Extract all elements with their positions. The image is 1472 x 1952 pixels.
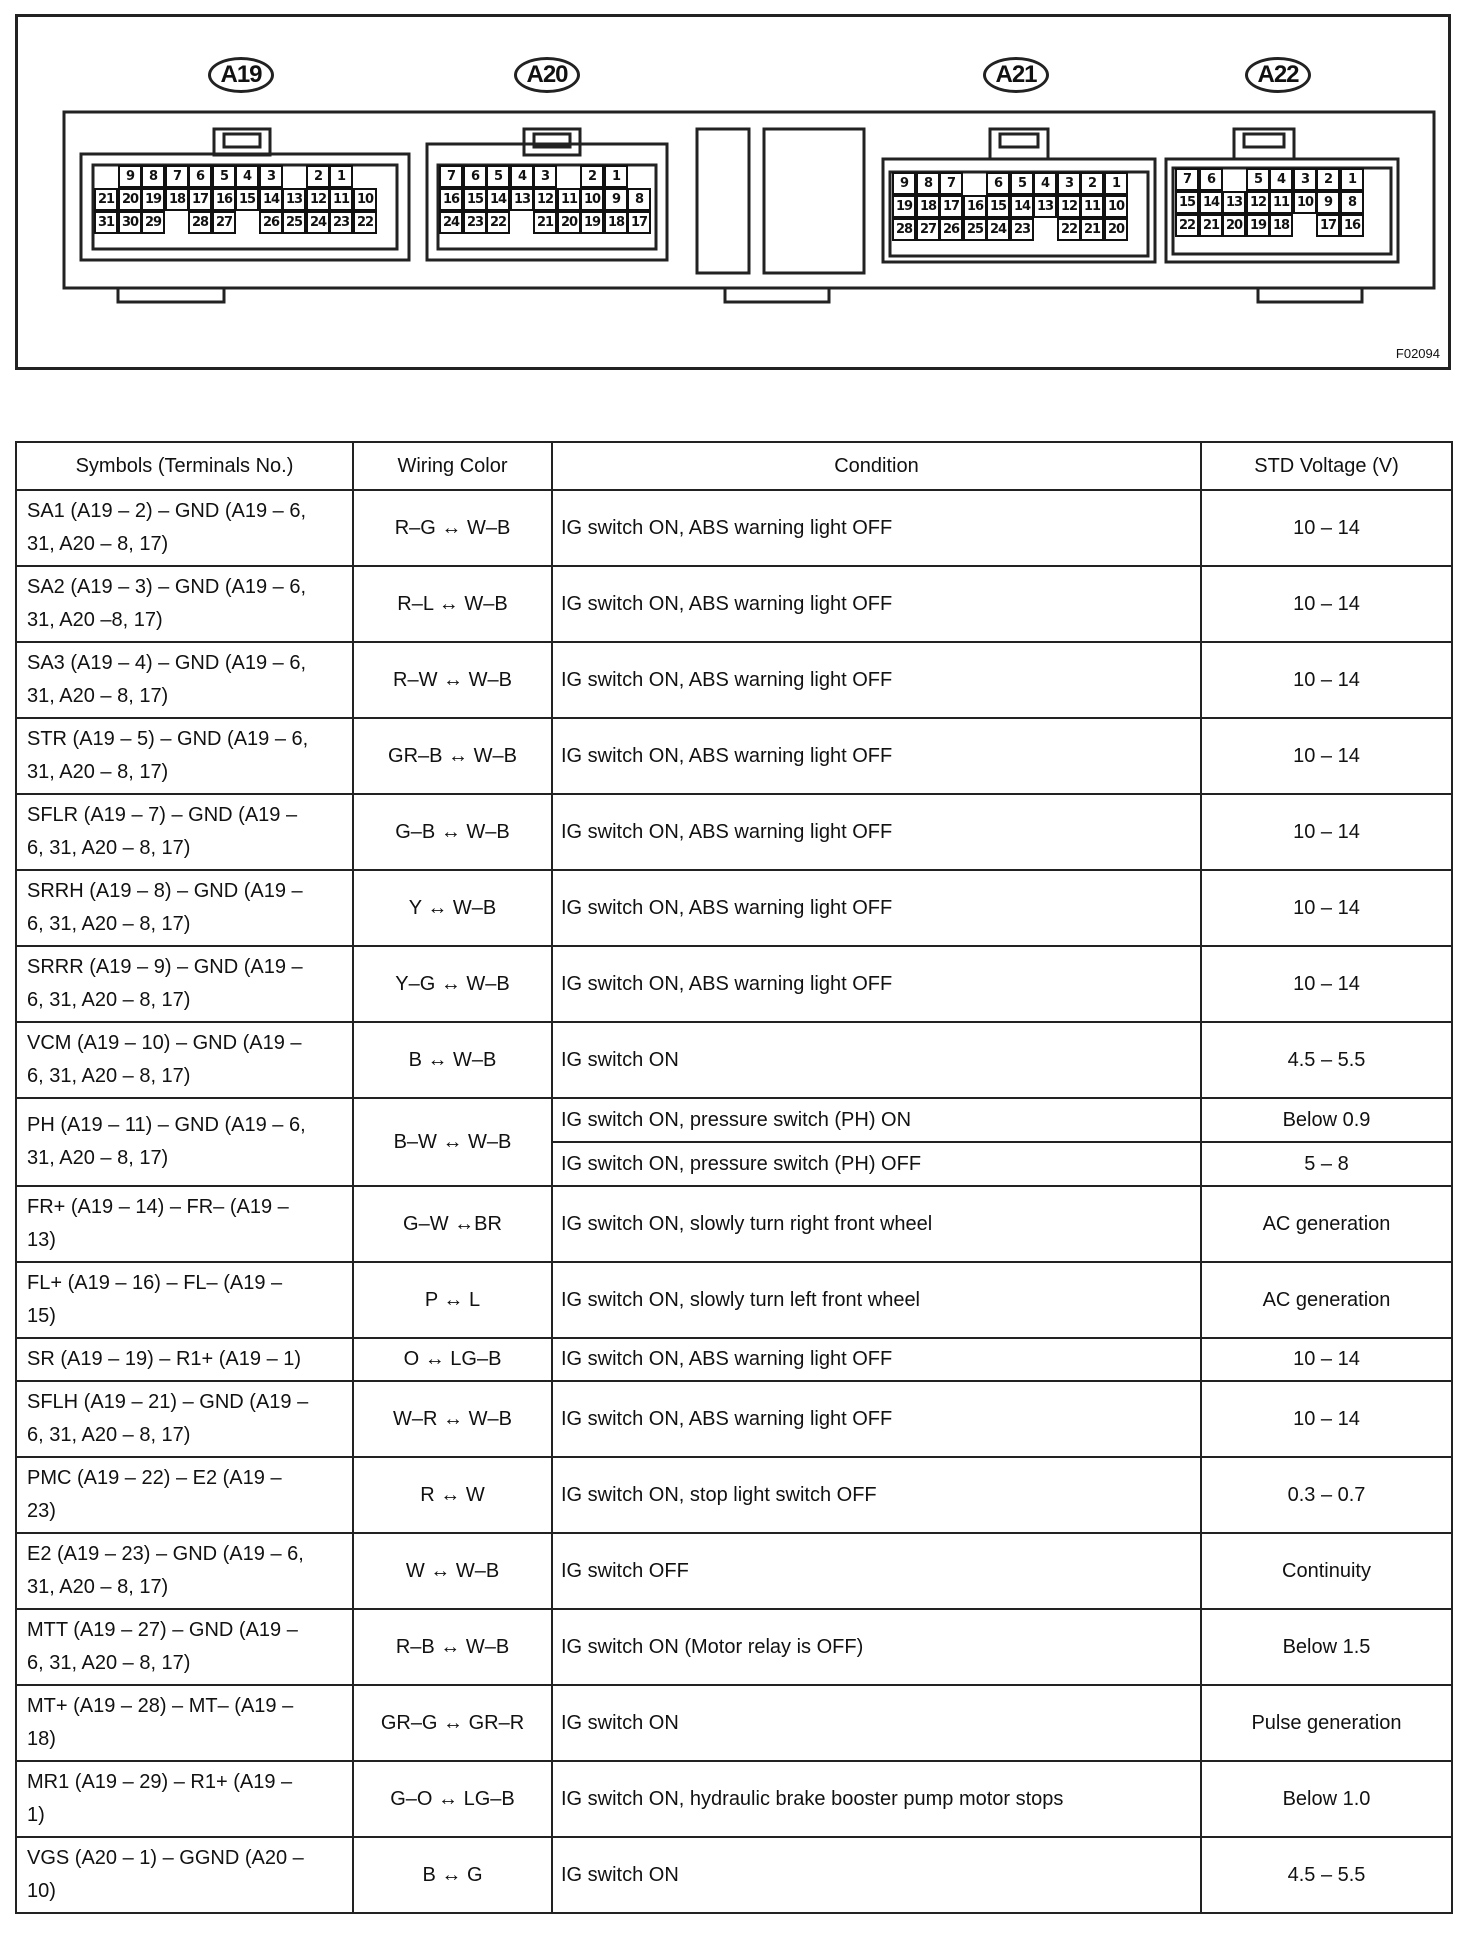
pin-a19-31: 31 — [94, 211, 118, 234]
table-body — [16, 490, 1452, 1913]
pin-a19-11: 11 — [329, 188, 353, 211]
pin-a19-1: 1 — [329, 165, 353, 188]
pin-a21-22: 22 — [1057, 218, 1081, 241]
symbol-line: 1) — [27, 1804, 45, 1826]
cell-condition: IG switch ON — [552, 1022, 1201, 1098]
cell-std-voltage: 10 – 14 — [1201, 794, 1452, 870]
cell-symbol — [16, 1098, 353, 1186]
pin-a21-14: 14 — [1010, 195, 1034, 218]
pin-a20-21: 21 — [533, 211, 557, 234]
pin-a19-23: 23 — [329, 211, 353, 234]
cell-wiring-color: Y–G ↔ W–B — [353, 946, 552, 1022]
connector-label-a20: A20 — [514, 57, 580, 93]
cell-wiring-color: B–W ↔ W–B — [353, 1098, 552, 1186]
pin-a22-11: 11 — [1269, 191, 1293, 214]
cell-wiring-color: W ↔ W–B — [353, 1533, 552, 1609]
pin-a20-20: 20 — [557, 211, 581, 234]
pin-a22-6: 6 — [1199, 168, 1223, 191]
symbol-line: SRRH (A19 – 8) – GND (A19 – — [27, 880, 303, 902]
cell-wiring-color: B ↔ W–B — [353, 1022, 552, 1098]
cell-std-voltage: 4.5 – 5.5 — [1201, 1837, 1452, 1913]
pin-a22-15: 15 — [1175, 191, 1199, 214]
pin-a19-28: 28 — [188, 211, 212, 234]
table-row — [16, 946, 1452, 1022]
pin-a20-23: 23 — [463, 211, 487, 234]
cell-symbol — [16, 1761, 353, 1837]
table-row — [16, 1262, 1452, 1338]
pin-a22-9: 9 — [1316, 191, 1340, 214]
pin-a21-23: 23 — [1010, 218, 1034, 241]
pin-a22-1: 1 — [1340, 168, 1364, 191]
pin-a19-4: 4 — [235, 165, 259, 188]
pin-a19-17: 17 — [188, 188, 212, 211]
pin-a19-3: 3 — [259, 165, 283, 188]
symbol-line: 10) — [27, 1880, 56, 1902]
pin-a21-18: 18 — [916, 195, 940, 218]
pin-a21-2: 2 — [1080, 172, 1104, 195]
cell-condition: IG switch ON, ABS warning light OFF — [552, 870, 1201, 946]
table-row — [16, 870, 1452, 946]
connector-label-a22: A22 — [1245, 57, 1311, 93]
pin-a20-11: 11 — [557, 188, 581, 211]
pin-a20-7: 7 — [439, 165, 463, 188]
pin-a20-10: 10 — [580, 188, 604, 211]
cell-condition: IG switch ON, slowly turn left front wheel — [552, 1262, 1201, 1338]
symbol-line: 31, A20 –8, 17) — [27, 609, 163, 631]
cell-condition: IG switch ON, ABS warning light OFF — [552, 566, 1201, 642]
cell-condition: IG switch ON, ABS warning light OFF — [552, 946, 1201, 1022]
pin-a22-21: 21 — [1199, 214, 1223, 237]
pin-a20-2: 2 — [580, 165, 604, 188]
cell-wiring-color: G–W ↔BR — [353, 1186, 552, 1262]
pin-a20-12: 12 — [533, 188, 557, 211]
symbol-line: 18) — [27, 1728, 56, 1750]
cell-std-voltage: Pulse generation — [1201, 1685, 1452, 1761]
pin-a21-16: 16 — [963, 195, 987, 218]
symbol-line: 23) — [27, 1500, 56, 1522]
table-row — [16, 794, 1452, 870]
pin-a19-18: 18 — [165, 188, 189, 211]
cell-std-voltage: 10 – 14 — [1201, 566, 1452, 642]
symbol-line: 6, 31, A20 – 8, 17) — [27, 837, 191, 859]
symbol-line: SA2 (A19 – 3) – GND (A19 – 6, — [27, 576, 307, 598]
pin-a20-1: 1 — [604, 165, 628, 188]
symbol-line: 6, 31, A20 – 8, 17) — [27, 989, 191, 1011]
header-std-voltage: STD Voltage (V) — [1201, 442, 1452, 490]
pin-a19-20: 20 — [118, 188, 142, 211]
pin-a21-25: 25 — [963, 218, 987, 241]
pin-a22-5: 5 — [1246, 168, 1270, 191]
table-row — [16, 1381, 1452, 1457]
cell-wiring-color: O ↔ LG–B — [353, 1338, 552, 1381]
cell-condition: IG switch ON, hydraulic brake booster pump motor stops — [552, 1761, 1201, 1837]
symbol-line: 15) — [27, 1305, 56, 1327]
cell-wiring-color: R–L ↔ W–B — [353, 566, 552, 642]
table-row — [16, 1338, 1452, 1381]
pin-a22-13: 13 — [1222, 191, 1246, 214]
pin-a19-26: 26 — [259, 211, 283, 234]
pin-a19-22: 22 — [353, 211, 377, 234]
pin-a22-7: 7 — [1175, 168, 1199, 191]
pin-a21-13: 13 — [1033, 195, 1057, 218]
table-row — [16, 1186, 1452, 1262]
symbol-line: 6, 31, A20 – 8, 17) — [27, 1424, 191, 1446]
symbol-line: SR (A19 – 19) – R1+ (A19 – 1) — [27, 1348, 302, 1370]
cell-symbol — [16, 794, 353, 870]
cell-symbol — [16, 1262, 353, 1338]
pin-a21-3: 3 — [1057, 172, 1081, 195]
cell-std-voltage: Continuity — [1201, 1533, 1452, 1609]
pin-a20-24: 24 — [439, 211, 463, 234]
pin-a19-25: 25 — [282, 211, 306, 234]
cell-std-voltage: 10 – 14 — [1201, 490, 1452, 566]
symbol-line: 31, A20 – 8, 17) — [27, 761, 169, 783]
cell-condition: IG switch ON — [552, 1685, 1201, 1761]
cell-condition: IG switch ON, ABS warning light OFF — [552, 1381, 1201, 1457]
cell-std-voltage: AC generation — [1201, 1262, 1452, 1338]
pin-a19-19: 19 — [141, 188, 165, 211]
pin-a22-3: 3 — [1293, 168, 1317, 191]
symbol-line: FR+ (A19 – 14) – FR– (A19 – — [27, 1196, 289, 1218]
cell-std-voltage: 10 – 14 — [1201, 642, 1452, 718]
pin-a21-15: 15 — [986, 195, 1010, 218]
figure-id: F02094 — [1395, 346, 1440, 361]
cell-condition: IG switch ON, ABS warning light OFF — [552, 1338, 1201, 1381]
table-row — [16, 1761, 1452, 1837]
cell-std-voltage: 4.5 – 5.5 — [1201, 1022, 1452, 1098]
symbol-line: 31, A20 – 8, 17) — [27, 1147, 169, 1169]
table-header-row — [16, 442, 1452, 490]
pin-a20-3: 3 — [533, 165, 557, 188]
pin-a19-6: 6 — [188, 165, 212, 188]
pin-a20-22: 22 — [486, 211, 510, 234]
cell-wiring-color: G–O ↔ LG–B — [353, 1761, 552, 1837]
cell-wiring-color: Y ↔ W–B — [353, 870, 552, 946]
cell-condition: IG switch ON, stop light switch OFF — [552, 1457, 1201, 1533]
cell-condition: IG switch ON — [552, 1837, 1201, 1913]
pin-a21-1: 1 — [1104, 172, 1128, 195]
pin-a19-30: 30 — [118, 211, 142, 234]
cell-std-voltage: Below 1.5 — [1201, 1609, 1452, 1685]
cell-condition: IG switch ON, pressure switch (PH) ON — [552, 1098, 1201, 1142]
cell-std-voltage: 5 – 8 — [1201, 1142, 1452, 1186]
cell-condition: IG switch ON (Motor relay is OFF) — [552, 1609, 1201, 1685]
pin-a20-17: 17 — [627, 211, 651, 234]
pin-a20-5: 5 — [486, 165, 510, 188]
cell-symbol — [16, 566, 353, 642]
cell-symbol — [16, 870, 353, 946]
pin-a22-4: 4 — [1269, 168, 1293, 191]
pin-a22-10: 10 — [1293, 191, 1317, 214]
pin-a21-6: 6 — [986, 172, 1010, 195]
pin-a21-20: 20 — [1104, 218, 1128, 241]
pin-a22-18: 18 — [1269, 214, 1293, 237]
symbol-line: SRRR (A19 – 9) – GND (A19 – — [27, 956, 303, 978]
table-row — [16, 718, 1452, 794]
symbol-line: MT+ (A19 – 28) – MT– (A19 – — [27, 1695, 294, 1717]
cell-condition: IG switch ON, slowly turn right front wheel — [552, 1186, 1201, 1262]
cell-std-voltage: 10 – 14 — [1201, 1338, 1452, 1381]
pin-a19-12: 12 — [306, 188, 330, 211]
cell-std-voltage: Below 1.0 — [1201, 1761, 1452, 1837]
symbol-line: PMC (A19 – 22) – E2 (A19 – — [27, 1467, 282, 1489]
pin-a21-9: 9 — [892, 172, 916, 195]
pin-a22-19: 19 — [1246, 214, 1270, 237]
cell-wiring-color: P ↔ L — [353, 1262, 552, 1338]
pin-a19-14: 14 — [259, 188, 283, 211]
symbol-line: MTT (A19 – 27) – GND (A19 – — [27, 1619, 298, 1641]
table-row — [16, 1457, 1452, 1533]
pin-a19-8: 8 — [141, 165, 165, 188]
symbol-line: 6, 31, A20 – 8, 17) — [27, 1652, 191, 1674]
pin-a21-28: 28 — [892, 218, 916, 241]
cell-std-voltage: 10 – 14 — [1201, 1381, 1452, 1457]
cell-symbol — [16, 1609, 353, 1685]
pin-a19-13: 13 — [282, 188, 306, 211]
symbol-line: VCM (A19 – 10) – GND (A19 – — [27, 1032, 302, 1054]
symbol-line: SA3 (A19 – 4) – GND (A19 – 6, — [27, 652, 307, 674]
cell-wiring-color: B ↔ G — [353, 1837, 552, 1913]
cell-std-voltage: 10 – 14 — [1201, 946, 1452, 1022]
pin-a21-24: 24 — [986, 218, 1010, 241]
pin-a19-27: 27 — [212, 211, 236, 234]
symbol-line: E2 (A19 – 23) – GND (A19 – 6, — [27, 1543, 304, 1565]
table-row — [16, 1533, 1452, 1609]
symbol-line: STR (A19 – 5) – GND (A19 – 6, — [27, 728, 309, 750]
cell-symbol — [16, 642, 353, 718]
pin-a21-5: 5 — [1010, 172, 1034, 195]
pin-a19-7: 7 — [165, 165, 189, 188]
cell-symbol — [16, 1186, 353, 1262]
pin-a20-13: 13 — [510, 188, 534, 211]
table-row — [16, 1609, 1452, 1685]
table-row — [16, 1098, 1452, 1142]
table-row — [16, 1685, 1452, 1761]
pin-a19-5: 5 — [212, 165, 236, 188]
cell-std-voltage: 0.3 – 0.7 — [1201, 1457, 1452, 1533]
table-row — [16, 642, 1452, 718]
pin-a21-27: 27 — [916, 218, 940, 241]
cell-condition: IG switch ON, ABS warning light OFF — [552, 794, 1201, 870]
header-condition: Condition — [552, 442, 1201, 490]
symbol-line: FL+ (A19 – 16) – FL– (A19 – — [27, 1272, 283, 1294]
pin-a22-20: 20 — [1222, 214, 1246, 237]
pin-a19-24: 24 — [306, 211, 330, 234]
cell-symbol — [16, 1381, 353, 1457]
cell-wiring-color: R–B ↔ W–B — [353, 1609, 552, 1685]
cell-symbol — [16, 1457, 353, 1533]
cell-condition: IG switch ON, ABS warning light OFF — [552, 642, 1201, 718]
symbol-line: SA1 (A19 – 2) – GND (A19 – 6, — [27, 500, 307, 522]
cell-symbol — [16, 1685, 353, 1761]
table-row — [16, 490, 1452, 566]
cell-symbol — [16, 1338, 353, 1381]
cell-condition: IG switch ON, pressure switch (PH) OFF — [552, 1142, 1201, 1186]
cell-wiring-color: GR–B ↔ W–B — [353, 718, 552, 794]
pin-a21-4: 4 — [1033, 172, 1057, 195]
symbol-line: 6, 31, A20 – 8, 17) — [27, 1065, 191, 1087]
pin-a19-2: 2 — [306, 165, 330, 188]
symbol-line: 31, A20 – 8, 17) — [27, 685, 169, 707]
cell-std-voltage: 10 – 14 — [1201, 718, 1452, 794]
terminal-spec-table — [15, 441, 1453, 1914]
pin-a20-6: 6 — [463, 165, 487, 188]
pin-a21-10: 10 — [1104, 195, 1128, 218]
table-row — [16, 1837, 1452, 1913]
cell-symbol — [16, 946, 353, 1022]
pin-a22-17: 17 — [1316, 214, 1340, 237]
pin-a20-9: 9 — [604, 188, 628, 211]
header-symbols: Symbols (Terminals No.) — [16, 442, 353, 490]
connector-label-a19: A19 — [208, 57, 274, 93]
table-row — [16, 566, 1452, 642]
cell-wiring-color: R–G ↔ W–B — [353, 490, 552, 566]
cell-wiring-color: W–R ↔ W–B — [353, 1381, 552, 1457]
pin-a22-12: 12 — [1246, 191, 1270, 214]
cell-wiring-color: G–B ↔ W–B — [353, 794, 552, 870]
pin-a21-21: 21 — [1080, 218, 1104, 241]
symbol-line: SFLR (A19 – 7) – GND (A19 – — [27, 804, 298, 826]
pin-a21-12: 12 — [1057, 195, 1081, 218]
symbol-line: 31, A20 – 8, 17) — [27, 1576, 169, 1598]
pin-a21-26: 26 — [939, 218, 963, 241]
pin-a21-11: 11 — [1080, 195, 1104, 218]
pin-a21-17: 17 — [939, 195, 963, 218]
header-wiring-color: Wiring Color — [353, 442, 552, 490]
pin-a19-10: 10 — [353, 188, 377, 211]
pin-a20-15: 15 — [463, 188, 487, 211]
pin-a19-21: 21 — [94, 188, 118, 211]
pin-a22-8: 8 — [1340, 191, 1364, 214]
symbol-line: 13) — [27, 1229, 56, 1251]
pin-a20-18: 18 — [604, 211, 628, 234]
pin-a20-4: 4 — [510, 165, 534, 188]
pin-a20-14: 14 — [486, 188, 510, 211]
cell-condition: IG switch ON, ABS warning light OFF — [552, 490, 1201, 566]
connector-diagram — [15, 14, 1451, 370]
symbol-line: SFLH (A19 – 21) – GND (A19 – — [27, 1391, 309, 1413]
pin-a19-29: 29 — [141, 211, 165, 234]
cell-condition: IG switch ON, ABS warning light OFF — [552, 718, 1201, 794]
cell-wiring-color: R–W ↔ W–B — [353, 642, 552, 718]
pin-a19-16: 16 — [212, 188, 236, 211]
pin-a21-19: 19 — [892, 195, 916, 218]
pin-a21-8: 8 — [916, 172, 940, 195]
pin-a20-16: 16 — [439, 188, 463, 211]
cell-wiring-color: GR–G ↔ GR–R — [353, 1685, 552, 1761]
cell-symbol — [16, 1533, 353, 1609]
cell-symbol — [16, 1022, 353, 1098]
pin-a22-2: 2 — [1316, 168, 1340, 191]
symbol-line: PH (A19 – 11) – GND (A19 – 6, — [27, 1114, 306, 1136]
pin-a22-22: 22 — [1175, 214, 1199, 237]
cell-std-voltage: 10 – 14 — [1201, 870, 1452, 946]
pin-a21-7: 7 — [939, 172, 963, 195]
symbol-line: 31, A20 – 8, 17) — [27, 533, 169, 555]
connector-label-a21: A21 — [983, 57, 1049, 93]
cell-wiring-color: R ↔ W — [353, 1457, 552, 1533]
pin-a19-9: 9 — [118, 165, 142, 188]
symbol-line: MR1 (A19 – 29) – R1+ (A19 – — [27, 1771, 293, 1793]
cell-std-voltage: Below 0.9 — [1201, 1098, 1452, 1142]
pin-a20-19: 19 — [580, 211, 604, 234]
cell-symbol — [16, 1837, 353, 1913]
cell-std-voltage: AC generation — [1201, 1186, 1452, 1262]
symbol-line: VGS (A20 – 1) – GGND (A20 – — [27, 1847, 304, 1869]
cell-condition: IG switch OFF — [552, 1533, 1201, 1609]
pin-a22-16: 16 — [1340, 214, 1364, 237]
cell-symbol — [16, 490, 353, 566]
cell-symbol — [16, 718, 353, 794]
table-row — [16, 1022, 1452, 1098]
pin-a20-8: 8 — [627, 188, 651, 211]
pin-a19-15: 15 — [235, 188, 259, 211]
pin-a22-14: 14 — [1199, 191, 1223, 214]
symbol-line: 6, 31, A20 – 8, 17) — [27, 913, 191, 935]
